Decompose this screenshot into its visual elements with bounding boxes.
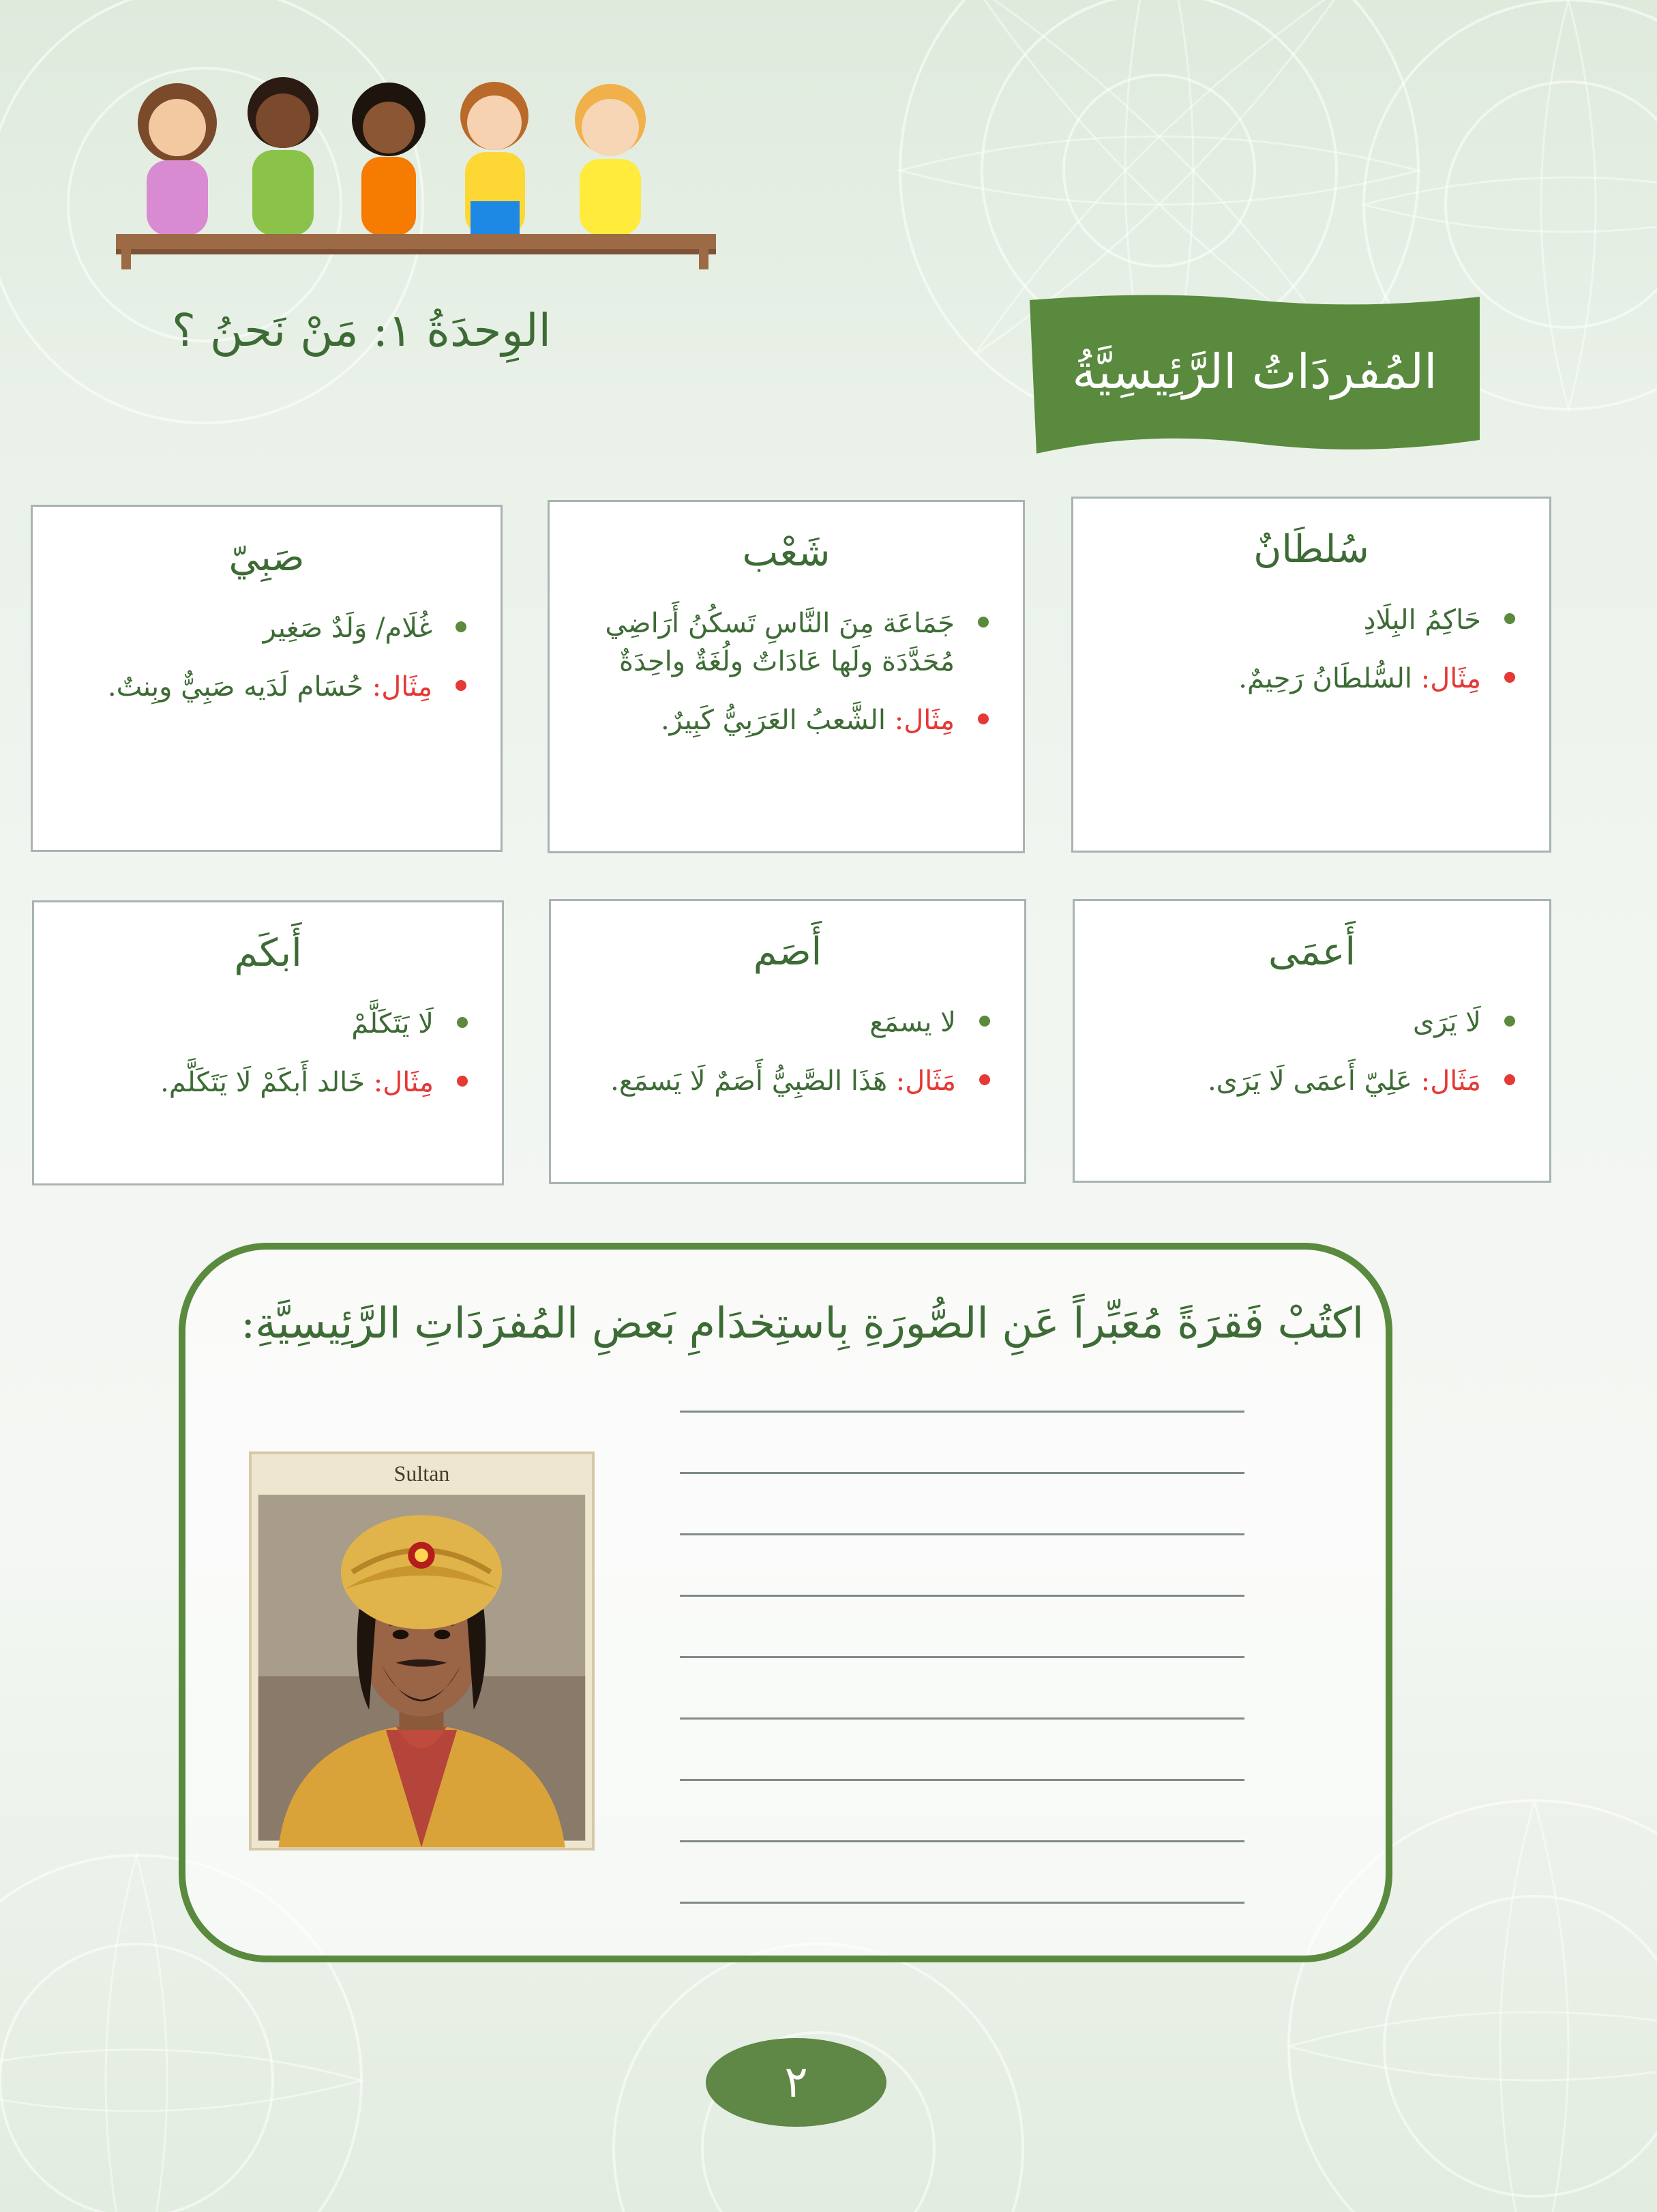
answer-line[interactable] — [680, 1472, 1244, 1474]
page-number: ٢ — [706, 2038, 886, 2127]
vocab-card-people — [548, 500, 1025, 853]
example-item: مِثَال: السُّلطَانُ رَحِيمٌ. — [1101, 660, 1522, 698]
vocab-word: سُلطَانٌ — [1253, 527, 1369, 572]
answer-line[interactable] — [680, 1840, 1244, 1842]
answer-line[interactable] — [680, 1411, 1244, 1413]
vocab-word: أَصَم — [753, 930, 822, 974]
definition-item: غُلَام/ وَلَدٌ صَغِير — [60, 609, 473, 647]
definition-item: حَاكِمُ البِلَادِ — [1101, 601, 1522, 639]
answer-line[interactable] — [680, 1902, 1244, 1904]
definition-item: لَا يَتَكَلَّمْ — [61, 1005, 475, 1043]
vocab-card-sultan — [1071, 497, 1551, 853]
section-banner-title: المُفردَاتُ الرَّئِيسِيَّةُ — [1072, 344, 1437, 400]
bullet-icon — [1504, 1074, 1515, 1085]
definition-item: لَا يَرَى — [1102, 1003, 1522, 1042]
unit-title: الوِحدَةُ ١: مَنْ نَحنُ ؟ — [171, 304, 551, 357]
answer-line[interactable] — [680, 1779, 1244, 1781]
bullet-icon — [457, 1076, 468, 1087]
sultan-portrait-icon — [252, 1454, 592, 1848]
answer-line[interactable] — [680, 1533, 1244, 1535]
vocab-word: صَبِيّ — [228, 535, 305, 580]
definition-item: لا يسمَع — [578, 1003, 997, 1042]
bullet-icon — [979, 1074, 990, 1085]
vocab-word: أَبكَم — [234, 931, 302, 975]
bullet-icon — [1504, 613, 1515, 624]
answer-line[interactable] — [680, 1595, 1244, 1597]
picture-caption: Sultan — [393, 1461, 450, 1486]
example-item: مِثَال: الشَّعبُ العَرَبِيُّ كَبِيرٌ. — [577, 701, 996, 739]
vocab-card-deaf — [549, 899, 1026, 1184]
bullet-icon — [456, 680, 466, 691]
bullet-icon — [978, 713, 989, 724]
vocab-card-mute — [32, 900, 504, 1185]
writing-instruction: اكتُبْ فَقرَةً مُعَبِّراً عَنِ الصُّورَةِ بِاستِخدَامِ بَعضِ المُفرَدَاتِ الرَّئِيسِيَّةِ: — [241, 1298, 1364, 1348]
vocab-card-blind — [1073, 899, 1551, 1183]
answer-line[interactable] — [680, 1717, 1244, 1720]
bullet-icon — [456, 621, 466, 632]
answer-line[interactable] — [680, 1656, 1244, 1658]
definition-item: جَمَاعَة مِنَ النَّاسِ تَسكُنُ أَرَاضِي مُحَدَّدَة ولَها عَادَاتٌ ولُغَةٌ واحِدَةٌ — [577, 604, 996, 681]
bullet-icon — [1504, 672, 1515, 683]
example-item: مَثَال: هَذَا الصَّبِيُّ أَصَمٌ لَا يَسمَع. — [578, 1062, 997, 1100]
bullet-icon — [979, 1016, 990, 1027]
example-item: مَثَال: عَلِيّ أَعمَى لَا يَرَى. — [1102, 1062, 1522, 1100]
sultan-picture — [249, 1451, 595, 1850]
example-item: مِثَال: حُسَام لَدَيه صَبِيٌّ وبِنتٌ. — [60, 668, 473, 706]
bullet-icon — [978, 617, 989, 628]
vocab-card-boy — [31, 505, 503, 852]
vocab-word: شَعْب — [742, 531, 831, 575]
example-item: مِثَال: خَالد أَبكَمْ لَا يَتَكَلَّم. — [61, 1063, 475, 1102]
bullet-icon — [1504, 1016, 1515, 1027]
bullet-icon — [457, 1017, 468, 1028]
children-illustration — [116, 65, 716, 269]
vocab-word: أَعمَى — [1268, 930, 1356, 974]
